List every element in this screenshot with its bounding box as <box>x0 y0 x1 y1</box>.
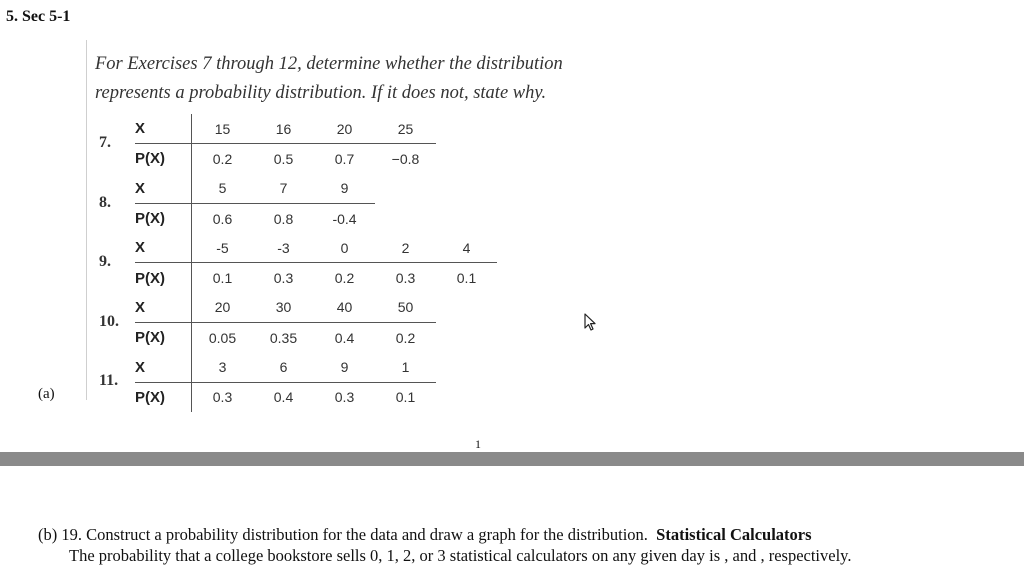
probability-value: 0.8 <box>273 210 294 227</box>
probability-value: 0.5 <box>273 150 294 167</box>
x-value <box>436 174 497 204</box>
x-value: 6 <box>253 352 314 382</box>
x-row <box>95 352 497 382</box>
part-b-line-1 <box>38 524 1008 545</box>
x-label: X <box>135 114 192 144</box>
exercise-number: 10. <box>99 312 119 330</box>
x-value: 5 <box>192 174 254 204</box>
page-number: 1 <box>475 437 481 451</box>
px-label: P(X) <box>135 144 192 174</box>
probability-value: 0.1 <box>395 389 416 406</box>
probability-value: 0.3 <box>212 389 233 406</box>
x-value: 7 <box>253 174 314 204</box>
x-value: 20 <box>314 114 375 144</box>
probability-value <box>436 144 497 174</box>
probability-value: 0.1 <box>456 270 477 287</box>
px-row <box>95 323 497 353</box>
x-value: 9 <box>314 174 375 204</box>
x-value: 16 <box>253 114 314 144</box>
part-b-label: (b) <box>38 525 58 544</box>
px-label: P(X) <box>135 263 192 293</box>
probability-value: 0.05 <box>208 329 237 346</box>
probability-value: 0.35 <box>269 329 298 346</box>
exercise-number: 11. <box>99 372 119 390</box>
page-title: 5. Sec 5-1 <box>6 8 71 25</box>
x-row <box>95 114 497 144</box>
x-value: 3 <box>192 352 254 382</box>
part-b-question <box>38 524 1008 566</box>
lower-page <box>0 466 1024 586</box>
px-label: P(X) <box>135 203 192 233</box>
px-row <box>95 144 497 174</box>
x-value: 50 <box>375 293 436 323</box>
x-value <box>436 114 497 144</box>
exercise-number: 9. <box>99 253 111 271</box>
x-label: X <box>135 174 192 204</box>
x-value: 0 <box>314 233 375 263</box>
x-value: 25 <box>375 114 436 144</box>
page-separator[interactable] <box>0 452 1024 466</box>
x-row <box>95 174 497 204</box>
probability-value: 0.6 <box>212 210 233 227</box>
probability-value: 0.2 <box>212 150 233 167</box>
x-label: X <box>135 233 192 263</box>
probability-value: −0.8 <box>391 150 420 167</box>
x-row <box>95 233 497 263</box>
x-value: 2 <box>375 233 436 263</box>
x-value: 9 <box>314 352 375 382</box>
probability-value: 0.2 <box>395 329 416 346</box>
distribution-table <box>95 114 497 412</box>
x-value <box>375 174 436 204</box>
px-row <box>95 382 497 412</box>
probability-value <box>436 382 497 412</box>
probability-value: 0.3 <box>395 270 416 287</box>
probability-value: 0.7 <box>334 150 355 167</box>
x-value: -5 <box>192 233 254 263</box>
px-label: P(X) <box>135 323 192 353</box>
x-value <box>436 352 497 382</box>
px-row <box>95 203 497 233</box>
x-value: 30 <box>253 293 314 323</box>
x-value: 1 <box>375 352 436 382</box>
x-value: -3 <box>253 233 314 263</box>
probability-value <box>436 323 497 353</box>
probability-value: 0.3 <box>334 389 355 406</box>
probability-value: -0.4 <box>332 210 357 227</box>
probability-value: 0.4 <box>273 389 294 406</box>
x-value: 4 <box>436 233 497 263</box>
part-b-topic: Statistical Calculators <box>656 525 812 544</box>
x-value: 20 <box>192 293 254 323</box>
part-b-prompt: 19. Construct a probability distribution for the data and draw a graph for the distribution. <box>61 525 648 544</box>
x-label: X <box>135 293 192 323</box>
exercise-instructions: For Exercises 7 through 12, determine whether the distribution represents a probability distribution. If it does not, state why. <box>95 54 563 103</box>
exercise-number: 8. <box>99 193 111 211</box>
probability-value <box>436 203 497 233</box>
exercise-number: 7. <box>99 134 111 151</box>
probability-value <box>375 203 436 233</box>
x-value: 40 <box>314 293 375 323</box>
textbook-excerpt <box>86 40 607 406</box>
mouse-cursor-icon <box>582 313 598 333</box>
probability-value: 0.2 <box>334 270 355 287</box>
part-b-line-2: The probability that a college bookstore sells 0, 1, 2, or 3 statistical calculators on any given day is , and , respectively. <box>69 546 852 565</box>
part-a-label: (a) <box>38 386 55 402</box>
probability-value: 0.3 <box>273 270 294 287</box>
x-row <box>95 293 497 323</box>
px-label: P(X) <box>135 382 192 412</box>
x-label: X <box>135 352 192 382</box>
x-value: 15 <box>192 114 254 144</box>
x-value <box>436 293 497 323</box>
px-row <box>95 263 497 293</box>
probability-value: 0.4 <box>334 329 355 346</box>
probability-value: 0.1 <box>212 270 233 287</box>
